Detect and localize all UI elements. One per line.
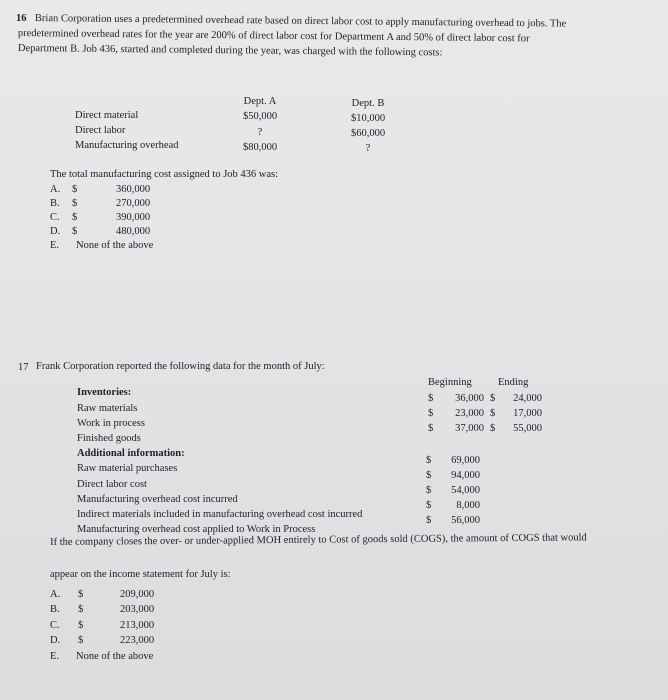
q17-additional-value: 56,000 [451,515,480,526]
q16-option-currency: $ [72,212,78,223]
q17-col-beginning: Beginning [428,377,472,388]
q17-additional-label: Raw material purchases [77,463,178,474]
q17-currency: $ [426,515,432,526]
q17-inventory-label: Raw materials [77,403,138,414]
q17-option-currency: $ [78,589,84,600]
q17-option-currency: $ [78,635,84,646]
q16-cell-a: $80,000 [242,142,278,153]
q17-currency: $ [426,470,432,481]
q16-cell-b: $60,000 [350,128,386,139]
q16-option-currency: $ [72,198,78,209]
q17-additional-label: Direct labor cost [77,479,147,490]
q16-option-value: 390,000 [116,212,151,223]
q17-question-line-1: If the company closes the over- or under-applied MOH entirely to Cost of goods sold (COGS), the amount of COGS that would [50,532,587,548]
q17-option-letter: D. [50,635,61,646]
q16-option-currency: $ [72,226,78,237]
q17-additional-label: Manufacturing overhead cost incurred [77,494,238,505]
q16-number: 16 [16,13,27,24]
q17-option-value: 213,000 [120,620,155,631]
q17-intro: Frank Corporation reported the following data for the month of July: [36,361,325,372]
q16-question: The total manufacturing cost assigned to Job 436 was: [50,169,279,180]
q17-beginning-value: 37,000 [455,423,484,434]
q16-row-label: Direct labor [75,125,126,136]
q17-beginning-value: 23,000 [455,408,484,419]
q17-currency: $ [426,500,432,511]
q17-option-currency: $ [78,620,84,631]
q17-ending-value: 17,000 [513,408,542,419]
q16-option-currency: $ [72,184,78,195]
q17-additional-value: 94,000 [451,470,480,481]
q17-currency: $ [490,408,496,419]
q17-question-line-2: appear on the income statement for July is: [50,569,231,580]
q17-option-value: 209,000 [120,589,155,600]
q17-currency: $ [428,393,434,404]
q17-currency: $ [428,408,434,419]
q16-intro-line-2: predetermined overhead rates for the year are 200% of direct labor cost for Department A and 50% of direct labor cost for [17,27,530,45]
q16-option-value: 360,000 [116,184,151,195]
q16-cell-a: $50,000 [242,111,278,122]
q17-beginning-value: 36,000 [455,393,484,404]
q16-option-value: 480,000 [116,226,151,237]
q17-option-letter: A. [50,589,61,600]
q17-option-text: None of the above [76,651,154,662]
q17-currency: $ [426,455,432,466]
q16-intro-line-3: Department B. Job 436, started and completed during the year, was charged with the following costs: [17,42,443,59]
q16-col-dept-b: Dept. B [351,98,385,109]
q17-ending-value: 55,000 [513,423,542,434]
q16-intro-line-1: Brian Corporation uses a predetermined overhead rate based on direct labor cost to apply manufacturing overhead to jobs. The [34,12,567,30]
q17-currency: $ [490,393,496,404]
q17-col-ending: Ending [498,377,529,388]
q17-additional-value: 54,000 [451,485,480,496]
q17-currency: $ [490,423,496,434]
q17-option-currency: $ [78,604,84,615]
q16-row-label: Manufacturing overhead [75,140,179,151]
q16-cell-b: $10,000 [350,113,386,124]
q17-additional-value: 8,000 [456,500,480,511]
q17-inventory-label: Finished goods [77,433,141,444]
q16-cell-a: ? [257,127,263,138]
q17-currency: $ [426,485,432,496]
q16-cell-b: ? [365,143,371,154]
q17-inventory-label: Work in process [77,418,145,429]
q16-option-value: 270,000 [116,198,151,209]
q17-ending-value: 24,000 [513,393,542,404]
q17-additional-heading: Additional information: [77,448,185,459]
q17-inventories-heading: Inventories: [77,387,132,398]
q17-additional-value: 69,000 [451,455,480,466]
q16-option-letter: A. [50,184,61,195]
q16-option-letter: C. [50,212,60,223]
q17-currency: $ [428,423,434,434]
q16-row-label: Direct material [75,110,139,121]
q17-option-value: 223,000 [120,635,155,646]
q16-col-dept-a: Dept. A [243,96,277,107]
q16-option-letter: E. [50,240,60,251]
q17-number: 17 [18,362,29,373]
q17-option-value: 203,000 [120,604,155,615]
q17-additional-label: Manufacturing overhead cost applied to Work in Process [77,524,316,535]
q17-additional-label: Indirect materials included in manufacturing overhead cost incurred [77,509,363,520]
q17-option-letter: C. [50,620,60,631]
q16-option-letter: B. [50,198,60,209]
q16-option-letter: D. [50,226,61,237]
q16-option-text: None of the above [76,240,154,251]
q17-option-letter: E. [50,651,60,662]
q17-option-letter: B. [50,604,60,615]
